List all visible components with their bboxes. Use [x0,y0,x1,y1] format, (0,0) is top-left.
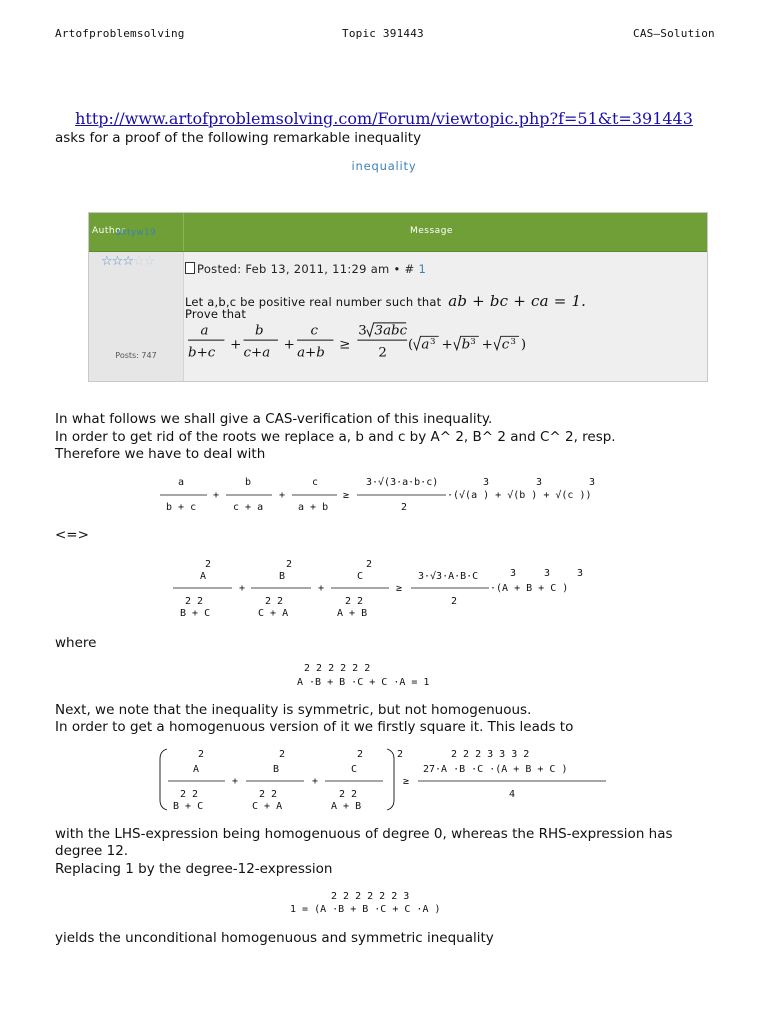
svg-text:B + C: B + C [180,608,211,619]
svg-text:C: C [357,571,364,582]
paragraph-5: In order to get a homogenuous version of it we firstly square it. This leads to [55,719,574,735]
paragraph-8: yields the unconditional homogenuous and symmetric inequality [55,930,494,946]
star-icon: ☆ [101,254,112,269]
message-line-2: Prove that [185,307,247,321]
svg-text:≥: ≥ [343,490,350,501]
svg-text:c + a: c + a [233,502,264,513]
svg-text:3: 3 [536,477,543,488]
condition-math: ab + bc + ca = 1. [448,292,587,310]
svg-text:2 2: 2 2 [185,596,204,607]
svg-text:+: + [283,337,295,353]
author-header-label: Author [92,226,126,236]
svg-text:a: a [421,337,430,353]
paragraph-7: Replacing 1 by the degree-12-expression [55,861,333,877]
svg-text:3·√(3·a·b·c): 3·√(3·a·b·c) [366,477,439,488]
svg-text:A: A [200,571,207,582]
svg-text:2 2: 2 2 [345,596,364,607]
svg-text:(: ( [408,337,414,353]
svg-text:3·√3·A·B·C: 3·√3·A·B·C [418,571,479,582]
svg-text:b: b [461,337,471,353]
svg-text:+: + [481,337,493,353]
author-panel [89,252,184,381]
header-right: CAS–Solution [633,27,715,40]
svg-text:≥: ≥ [403,776,410,787]
svg-text:2: 2 [357,749,364,760]
svg-text:a+b: a+b [297,345,325,361]
typeset-inequality [185,321,545,365]
svg-text:B: B [279,571,286,582]
svg-text:+: + [230,337,242,353]
svg-text:A ·B + B ·C + C ·A = 1: A ·B + B ·C + C ·A = 1 [297,677,430,688]
svg-text:A + B: A + B [331,801,362,812]
post-count: Posts: 747 [115,351,157,360]
svg-text:2 2: 2 2 [180,789,199,800]
paragraph-4: Next, we note that the inequality is symmetric, but not homogenuous. [55,702,532,718]
svg-text:27·A ·B ·C ·(A + B + C ): 27·A ·B ·C ·(A + B + C ) [423,764,568,775]
paragraph-3: Therefore we have to deal with [55,446,266,462]
star-icon: ☆ [143,254,155,269]
svg-text:+: + [232,776,239,787]
svg-text:B: B [273,764,280,775]
cas-equation-1 [160,476,595,513]
paragraph-1: In what follows we shall give a CAS-verification of this inequality. [55,411,493,427]
svg-text:·(A + B + C ): ·(A + B + C ) [490,583,569,594]
svg-text:2: 2 [279,749,286,760]
equivalence-symbol: <=> [55,527,89,543]
svg-text:3abc: 3abc [374,323,408,339]
post-meta [185,262,426,276]
svg-text:a: a [178,477,185,488]
svg-text:2: 2 [451,596,458,607]
username[interactable]: aktyw19 [115,228,157,238]
svg-text:c: c [501,337,510,353]
svg-text:3: 3 [510,336,516,347]
inequality-label[interactable]: inequality [351,159,417,173]
svg-text:b: b [245,477,252,488]
svg-text:2 2: 2 2 [265,596,284,607]
paragraph-6a: with the LHS-expression being homogenuous of degree 0, whereas the RHS-expression has [55,826,673,842]
cas-replacement [290,891,441,915]
svg-text:3: 3 [430,336,436,347]
header-center: Topic 391443 [342,27,424,40]
svg-text:2 2: 2 2 [259,789,278,800]
svg-text:2: 2 [205,559,212,570]
svg-text:3: 3 [577,568,584,579]
star-icon: ☆ [122,254,133,269]
svg-text:+: + [239,583,246,594]
svg-text:3: 3 [358,323,367,339]
posted-text: Posted: Feb 13, 2011, 11:29 am • # [197,262,415,276]
svg-text:c+a: c+a [243,345,271,361]
svg-text:≥: ≥ [396,583,403,594]
svg-text:≥: ≥ [339,337,351,353]
svg-text:2: 2 [198,749,205,760]
svg-text:A + B: A + B [337,608,368,619]
svg-text:1 = (A ·B + B ·C + C ·A ): 1 = (A ·B + B ·C + C ·A ) [290,904,441,915]
svg-text:C + A: C + A [252,801,283,812]
star-icon: ☆ [132,254,144,269]
intro-text: asks for a proof of the following remarkable inequality [55,130,422,146]
svg-text:B + C: B + C [173,801,204,812]
svg-text:2 2 2 3 3 3 2: 2 2 2 3 3 3 2 [451,749,530,760]
header-left: Artofproblemsolving [55,27,185,40]
svg-text:a: a [200,323,209,339]
svg-text:c: c [310,323,318,339]
svg-text:+: + [318,583,325,594]
svg-text:3: 3 [470,336,476,347]
svg-text:A: A [193,764,200,775]
svg-text:C: C [351,764,358,775]
svg-text:c: c [312,477,319,488]
svg-text:4: 4 [509,789,516,800]
svg-text:3: 3 [510,568,517,579]
svg-text:+: + [213,490,220,501]
svg-text:b + c: b + c [166,502,197,513]
forum-link[interactable]: http://www.artofproblemsolving.com/Forum/viewtopic.php?f=51&t=391443 [75,109,693,128]
svg-text:2: 2 [401,502,408,513]
svg-text:3: 3 [544,568,551,579]
svg-text:2: 2 [378,345,387,361]
svg-text:2: 2 [366,559,373,570]
cas-equation-3 [160,749,606,812]
svg-text:2: 2 [397,749,404,760]
svg-text:b: b [255,323,264,339]
rank-stars [101,254,154,269]
svg-text:2 2 2 2 2 2: 2 2 2 2 2 2 [304,663,371,674]
paragraph-6b: degree 12. [55,843,129,859]
svg-text:+: + [312,776,319,787]
cas-constraint [297,663,429,688]
svg-text:2: 2 [286,559,293,570]
where-label: where [55,635,97,651]
forum-post-box [88,212,708,382]
paragraph-2: In order to get rid of the roots we replace a, b and c by A^ 2, B^ 2 and C^ 2, resp. [55,429,616,445]
svg-text:a + b: a + b [298,502,329,513]
message-header-label: Message [410,226,453,236]
svg-text:+: + [441,337,453,353]
svg-text:·(√(a ) + √(b ) + √(c )): ·(√(a ) + √(b ) + √(c )) [447,490,592,501]
cas-equation-2 [173,559,583,619]
svg-text:+: + [279,490,286,501]
svg-text:b+c: b+c [188,345,216,361]
svg-text:2 2: 2 2 [339,789,358,800]
star-icon: ☆ [111,254,123,269]
message-text-1: Let a,b,c be positive real number such that [185,295,442,309]
post-number-link[interactable]: 1 [418,262,427,276]
svg-text:): ) [520,337,527,353]
svg-text:3: 3 [483,477,490,488]
svg-text:3: 3 [589,477,596,488]
document-icon [185,262,195,274]
svg-text:C + A: C + A [258,608,289,619]
svg-text:2 2 2 2 2 2 3: 2 2 2 2 2 2 3 [331,891,410,902]
